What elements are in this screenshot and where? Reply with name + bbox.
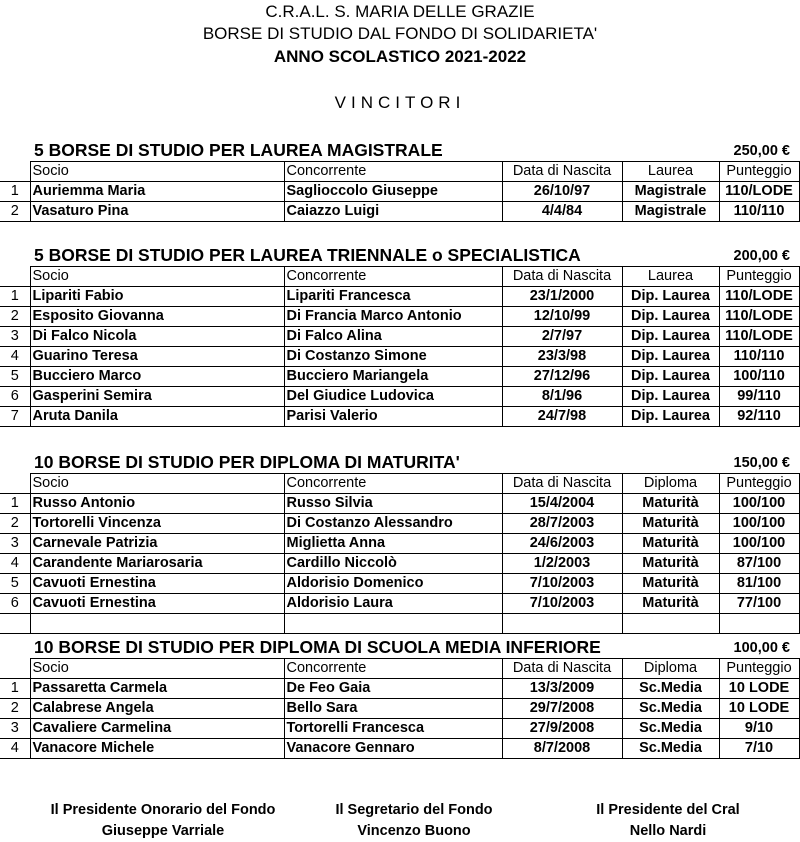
birth-date: 23/1/2000 (502, 287, 622, 307)
row-number: 5 (0, 574, 30, 594)
column-header: Laurea (622, 162, 719, 182)
table-row (0, 202, 799, 222)
section-diploma-maturita (0, 452, 800, 634)
table-header-row (0, 267, 799, 287)
header-spacer (0, 474, 30, 494)
candidate-name: Bello Sara (284, 699, 502, 719)
candidate-name: Aldorisio Domenico (284, 574, 502, 594)
birth-date: 4/4/84 (502, 202, 622, 222)
degree-type: Maturità (622, 594, 719, 614)
winners-table (0, 473, 800, 634)
degree-type: Maturità (622, 494, 719, 514)
birth-date: 8/1/96 (502, 387, 622, 407)
section-title-row (0, 140, 800, 161)
table-row (0, 307, 799, 327)
score: 110/LODE (719, 307, 799, 327)
score: 110/LODE (719, 327, 799, 347)
table-row (0, 679, 799, 699)
empty-row (0, 614, 799, 634)
birth-date: 8/7/2008 (502, 739, 622, 759)
member-name: Guarino Teresa (30, 347, 284, 367)
table-header-row (0, 659, 799, 679)
birth-date: 1/2/2003 (502, 554, 622, 574)
birth-date: 13/3/2009 (502, 679, 622, 699)
column-header: Concorrente (284, 267, 502, 287)
table-row (0, 494, 799, 514)
section-scuola-media (0, 637, 800, 759)
candidate-name: Di Costanzo Alessandro (284, 514, 502, 534)
signature-name: Nello Nardi (629, 823, 707, 839)
row-number: 1 (0, 182, 30, 202)
section-laurea-magistrale (0, 140, 800, 222)
table-row (0, 594, 799, 614)
candidate-name: Di Francia Marco Antonio (284, 307, 502, 327)
scholarship-amount: 100,00 € (733, 640, 790, 656)
candidate-name (284, 614, 502, 634)
birth-date: 26/10/97 (502, 182, 622, 202)
score: 92/110 (719, 407, 799, 427)
member-name: Aruta Danila (30, 407, 284, 427)
header-spacer (0, 162, 30, 182)
table-header-row (0, 162, 799, 182)
column-header: Data di Nascita (502, 162, 622, 182)
score: 81/100 (719, 574, 799, 594)
row-number: 1 (0, 679, 30, 699)
row-number: 7 (0, 407, 30, 427)
table-row (0, 327, 799, 347)
column-header: Data di Nascita (502, 267, 622, 287)
org-title: C.R.A.L. S. MARIA DELLE GRAZIE (265, 2, 535, 21)
degree-type: Magistrale (622, 202, 719, 222)
score: 110/LODE (719, 287, 799, 307)
degree-type: Sc.Media (622, 699, 719, 719)
birth-date: 28/7/2003 (502, 514, 622, 534)
table-row (0, 287, 799, 307)
column-header: Punteggio (719, 267, 799, 287)
candidate-name: Lipariti Francesca (284, 287, 502, 307)
signature-role: Il Segretario del Fondo (335, 802, 493, 818)
candidate-name: Del Giudice Ludovica (284, 387, 502, 407)
member-name: Esposito Giovanna (30, 307, 284, 327)
signature-role: Il Presidente Onorario del Fondo (50, 802, 276, 818)
candidate-name: Saglioccolo Giuseppe (284, 182, 502, 202)
score: 99/110 (719, 387, 799, 407)
score: 77/100 (719, 594, 799, 614)
section-title: 5 BORSE DI STUDIO PER LAUREA TRIENNALE o SPECIALISTICA (34, 245, 581, 265)
row-number: 3 (0, 534, 30, 554)
member-name: Auriemma Maria (30, 182, 284, 202)
birth-date: 27/12/96 (502, 367, 622, 387)
table-row (0, 407, 799, 427)
degree-type: Dip. Laurea (622, 287, 719, 307)
member-name: Cavuoti Ernestina (30, 574, 284, 594)
column-header: Data di Nascita (502, 474, 622, 494)
birth-date: 2/7/97 (502, 327, 622, 347)
member-name: Russo Antonio (30, 494, 284, 514)
row-number: 2 (0, 514, 30, 534)
column-header: Concorrente (284, 162, 502, 182)
member-name: Gasperini Semira (30, 387, 284, 407)
member-name: Tortorelli Vincenza (30, 514, 284, 534)
degree-type: Dip. Laurea (622, 367, 719, 387)
table-row (0, 739, 799, 759)
birth-date: 15/4/2004 (502, 494, 622, 514)
row-number: 6 (0, 594, 30, 614)
candidate-name: Di Falco Alina (284, 327, 502, 347)
member-name: Bucciero Marco (30, 367, 284, 387)
birth-date: 24/6/2003 (502, 534, 622, 554)
row-number: 2 (0, 307, 30, 327)
score: 10 LODE (719, 699, 799, 719)
candidate-name: Russo Silvia (284, 494, 502, 514)
degree-type: Dip. Laurea (622, 347, 719, 367)
winners-table (0, 658, 800, 759)
member-name: Vasaturo Pina (30, 202, 284, 222)
birth-date: 29/7/2008 (502, 699, 622, 719)
score: 110/110 (719, 202, 799, 222)
row-number: 2 (0, 699, 30, 719)
member-name (30, 614, 284, 634)
section-title: 5 BORSE DI STUDIO PER LAUREA MAGISTRALE (34, 140, 443, 160)
header-spacer (0, 659, 30, 679)
column-header: Diploma (622, 474, 719, 494)
score: 9/10 (719, 719, 799, 739)
member-name: Di Falco Nicola (30, 327, 284, 347)
table-row (0, 514, 799, 534)
candidate-name: Miglietta Anna (284, 534, 502, 554)
doc-subtitle: BORSE DI STUDIO DAL FONDO DI SOLIDARIETA' (202, 24, 598, 43)
candidate-name: Vanacore Gennaro (284, 739, 502, 759)
column-header: Punteggio (719, 659, 799, 679)
column-header: Concorrente (284, 474, 502, 494)
member-name: Calabrese Angela (30, 699, 284, 719)
table-row (0, 534, 799, 554)
signature-secretary (296, 800, 532, 842)
table-row (0, 387, 799, 407)
table-row (0, 347, 799, 367)
score: 100/100 (719, 494, 799, 514)
winners-heading: VINCITORI (334, 93, 466, 112)
column-header: Socio (30, 659, 284, 679)
birth-date: 7/10/2003 (502, 574, 622, 594)
section-laurea-triennale (0, 245, 800, 427)
section-title: 10 BORSE DI STUDIO PER DIPLOMA DI MATURITA' (34, 452, 460, 472)
column-header: Concorrente (284, 659, 502, 679)
column-header: Diploma (622, 659, 719, 679)
section-title-row (0, 245, 800, 266)
section-title-row (0, 452, 800, 473)
candidate-name: Aldorisio Laura (284, 594, 502, 614)
section-title-row (0, 637, 800, 658)
candidate-name: Parisi Valerio (284, 407, 502, 427)
degree-type: Magistrale (622, 182, 719, 202)
degree-type: Sc.Media (622, 739, 719, 759)
birth-date: 12/10/99 (502, 307, 622, 327)
candidate-name: Caiazzo Luigi (284, 202, 502, 222)
score: 110/LODE (719, 182, 799, 202)
birth-date (502, 614, 622, 634)
degree-type: Dip. Laurea (622, 307, 719, 327)
column-header: Socio (30, 267, 284, 287)
degree-type: Maturità (622, 574, 719, 594)
candidate-name: Cardillo Niccolò (284, 554, 502, 574)
degree-type: Sc.Media (622, 719, 719, 739)
member-name: Cavaliere Carmelina (30, 719, 284, 739)
degree-type: Dip. Laurea (622, 327, 719, 347)
member-name: Cavuoti Ernestina (30, 594, 284, 614)
member-name: Passaretta Carmela (30, 679, 284, 699)
signature-name: Giuseppe Varriale (101, 823, 225, 839)
candidate-name: Tortorelli Francesca (284, 719, 502, 739)
row-number: 4 (0, 739, 30, 759)
school-year-title: ANNO SCOLASTICO 2021-2022 (273, 47, 527, 66)
member-name: Carandente Mariarosaria (30, 554, 284, 574)
birth-date: 27/9/2008 (502, 719, 622, 739)
birth-date: 7/10/2003 (502, 594, 622, 614)
column-header: Punteggio (719, 474, 799, 494)
column-header: Punteggio (719, 162, 799, 182)
row-number: 3 (0, 327, 30, 347)
column-header: Laurea (622, 267, 719, 287)
signature-honorary-president (20, 800, 306, 842)
row-number: 6 (0, 387, 30, 407)
row-number: 1 (0, 494, 30, 514)
degree-type: Dip. Laurea (622, 387, 719, 407)
table-row (0, 699, 799, 719)
degree-type: Dip. Laurea (622, 407, 719, 427)
score: 10 LODE (719, 679, 799, 699)
birth-date: 24/7/98 (502, 407, 622, 427)
degree-type: Maturità (622, 554, 719, 574)
degree-type: Maturità (622, 534, 719, 554)
scholarship-amount: 150,00 € (733, 455, 790, 471)
member-name: Lipariti Fabio (30, 287, 284, 307)
table-row (0, 182, 799, 202)
degree-type: Maturità (622, 514, 719, 534)
degree-type (622, 614, 719, 634)
column-header: Socio (30, 474, 284, 494)
score: 100/100 (719, 514, 799, 534)
table-row (0, 574, 799, 594)
column-header: Socio (30, 162, 284, 182)
degree-type: Sc.Media (622, 679, 719, 699)
winners-table (0, 161, 800, 222)
candidate-name: Di Costanzo Simone (284, 347, 502, 367)
signature-role: Il Presidente del Cral (596, 802, 740, 818)
row-number: 5 (0, 367, 30, 387)
table-row (0, 719, 799, 739)
table-row (0, 367, 799, 387)
score: 100/110 (719, 367, 799, 387)
score: 110/110 (719, 347, 799, 367)
row-number (0, 614, 30, 634)
candidate-name: De Feo Gaia (284, 679, 502, 699)
birth-date: 23/3/98 (502, 347, 622, 367)
scholarship-amount: 250,00 € (733, 143, 790, 159)
row-number: 4 (0, 347, 30, 367)
signature-name: Vincenzo Buono (357, 823, 471, 839)
header-spacer (0, 267, 30, 287)
score: 100/100 (719, 534, 799, 554)
row-number: 3 (0, 719, 30, 739)
score: 87/100 (719, 554, 799, 574)
candidate-name: Bucciero Mariangela (284, 367, 502, 387)
table-header-row (0, 474, 799, 494)
row-number: 1 (0, 287, 30, 307)
member-name: Vanacore Michele (30, 739, 284, 759)
member-name: Carnevale Patrizia (30, 534, 284, 554)
column-header: Data di Nascita (502, 659, 622, 679)
row-number: 4 (0, 554, 30, 574)
row-number: 2 (0, 202, 30, 222)
score: 7/10 (719, 739, 799, 759)
signature-cral-president (560, 800, 776, 842)
table-row (0, 554, 799, 574)
winners-table (0, 266, 800, 427)
section-title: 10 BORSE DI STUDIO PER DIPLOMA DI SCUOLA MEDIA INFERIORE (34, 637, 601, 657)
score (719, 614, 799, 634)
scholarship-amount: 200,00 € (733, 248, 790, 264)
